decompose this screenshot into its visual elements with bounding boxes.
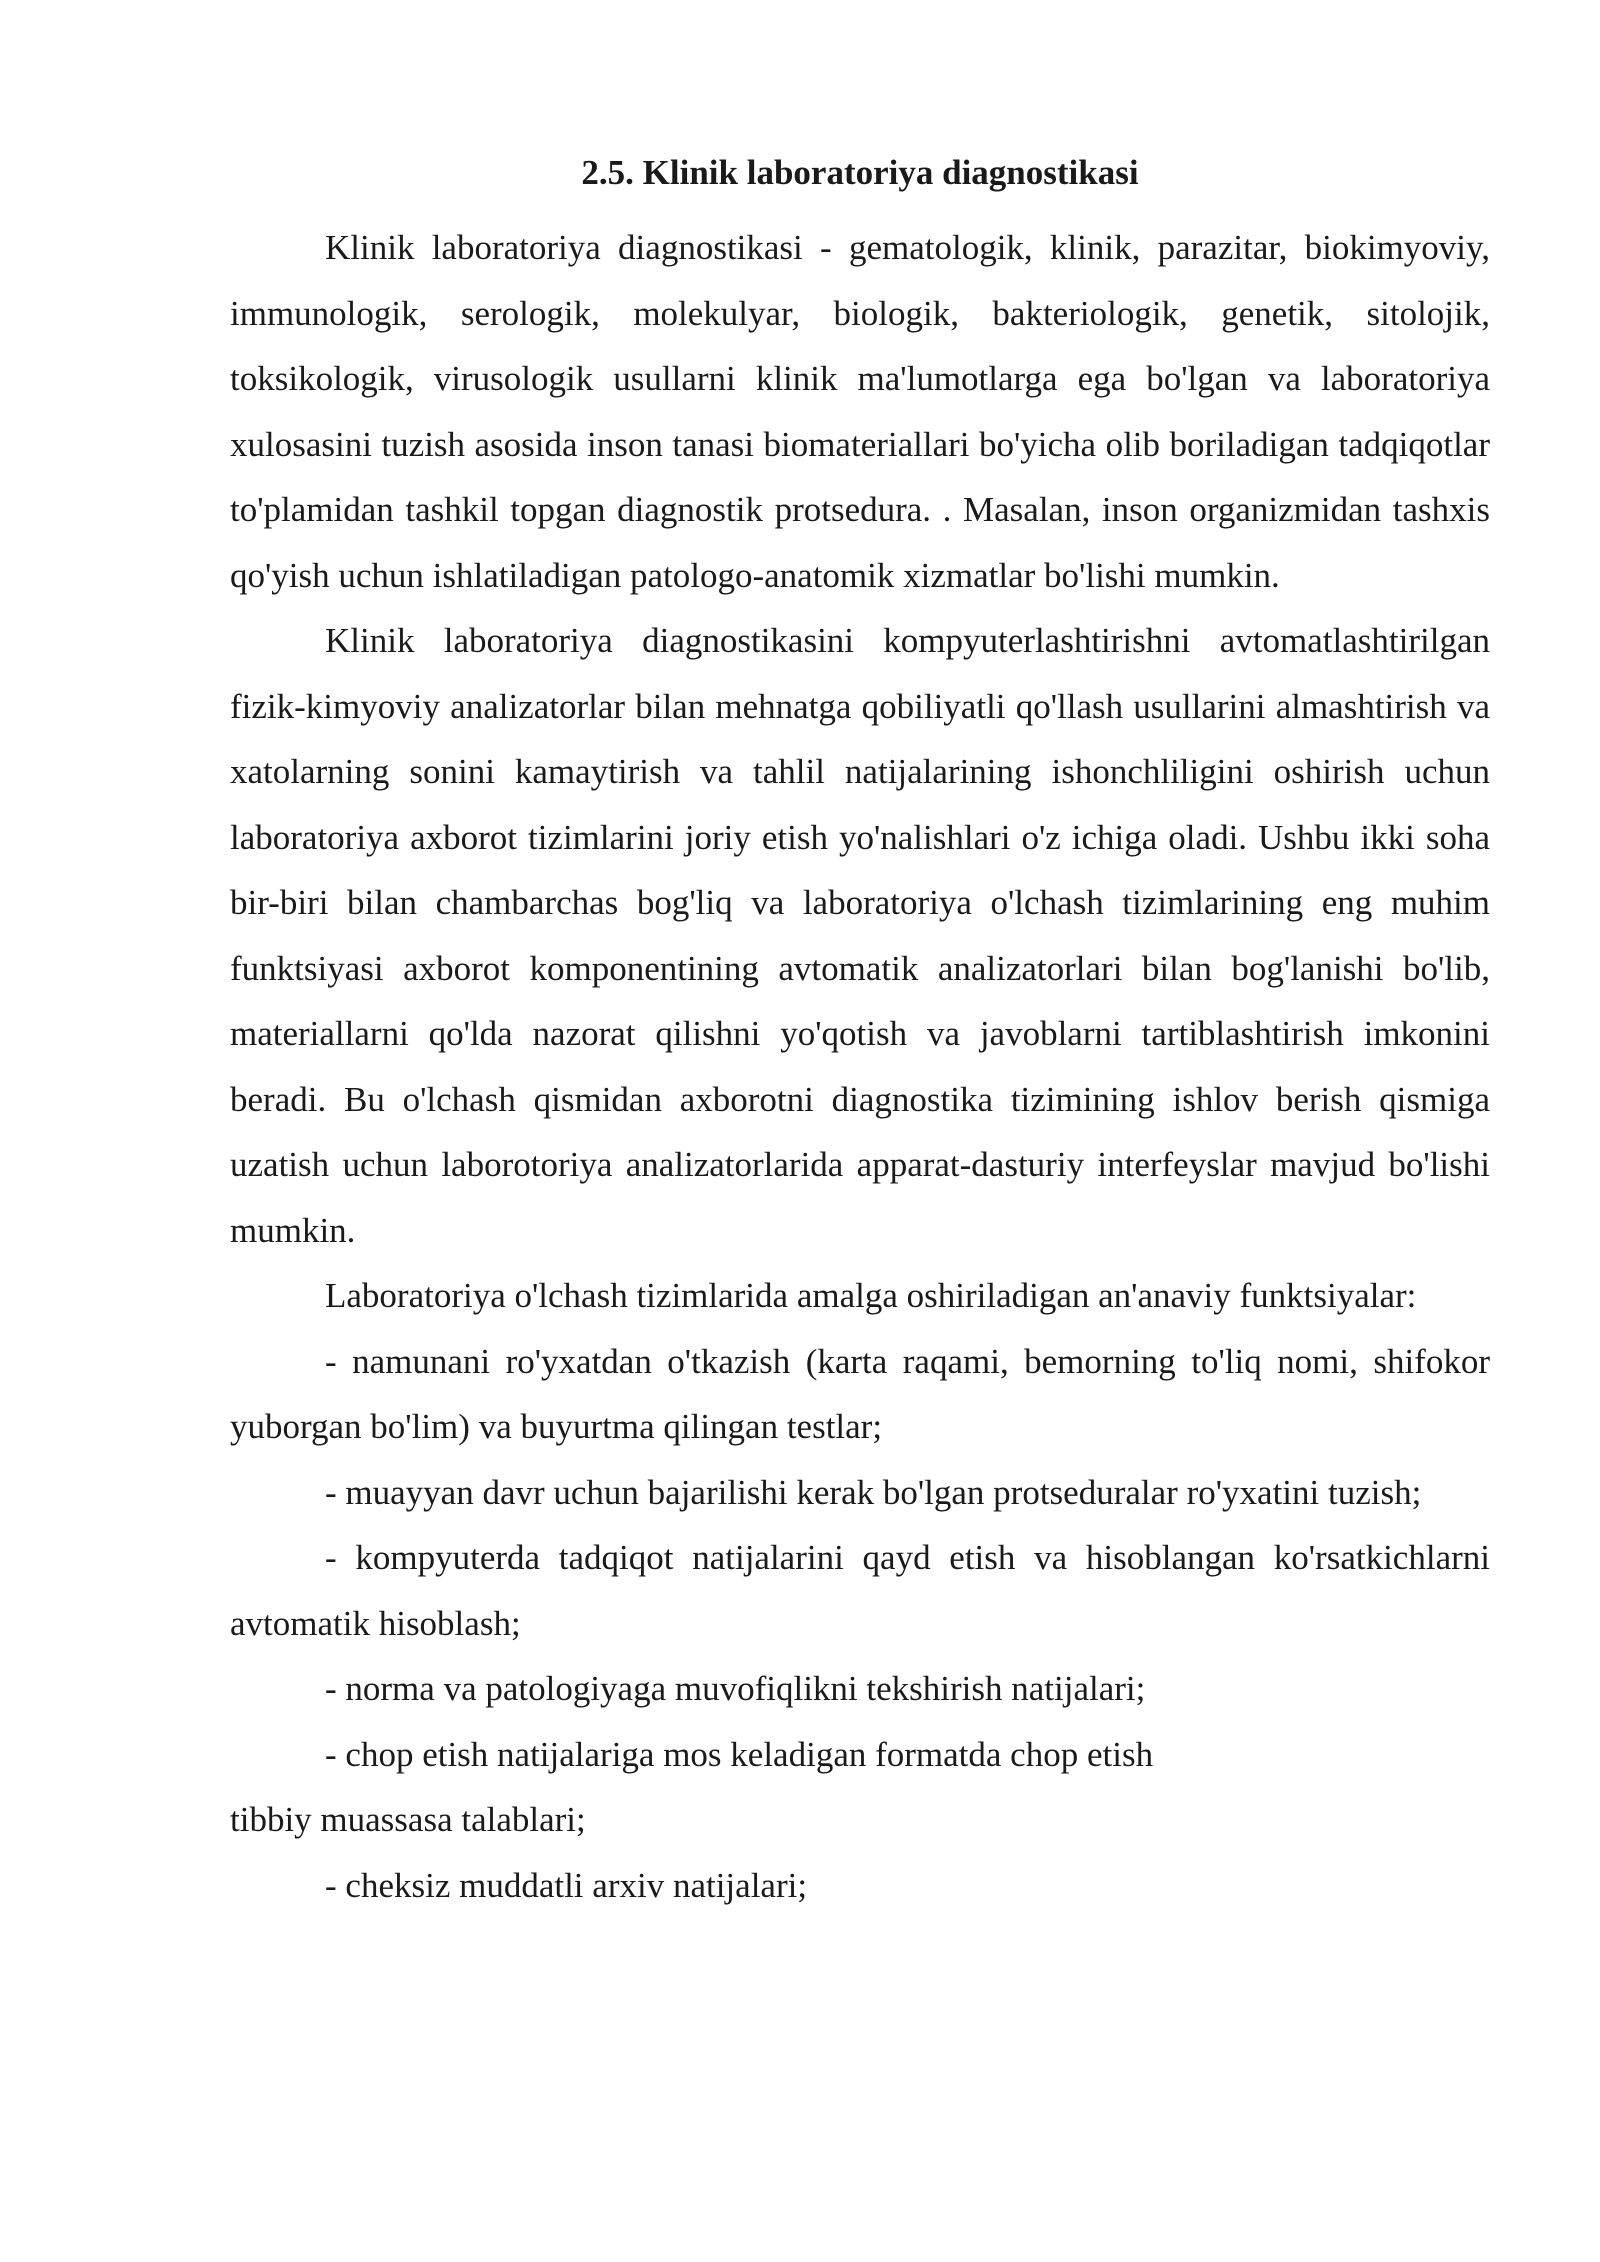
list-item: - chop etish natijalariga mos keladigan formatda chop etish xyxy=(325,1734,1154,1774)
list-item: - kompyuterda tadqiqot natijalarini qayd etish va hisoblangan ko'rsatkichlarni avtomatik hisoblash; xyxy=(230,1538,1490,1643)
document-page xyxy=(230,150,1490,1918)
list-item: - muayyan davr uchun bajarilishi kerak bo'lgan protseduralar ro'yxatini tuzish; xyxy=(325,1472,1422,1512)
paragraph-computerization: Klinik laboratoriya diagnostikasini kompyuterlashtirishni avtomatlashtirilgan fizik-kimyoviy analizatorlar bilan mehnatga qobiliyatli qo'llash usullarini almashtirish va xatolarning sonini kamaytirish va tahlil natijalarining ishonchliligini oshirish uchun laboratoriya axborot tizimlarini joriy etish yo'nalishlari o'z ichiga oladi. Ushbu ikki soha bir-biri bilan chambarchas bog'liq va laboratoriya o'lchash tizimlarining eng muhim funktsiyasi axborot komponentining avtomatik analizatorlari bilan bog'lanishi bo'lib, materiallarni qo'lda nazorat qilishni yo'qotish va javoblarni tartiblashtirish imkonini beradi. Bu o'lchash qismidan axborotni diagnostika tizimining ishlov berish qismiga uzatish uchun laborotoriya analizatorlarida apparat-dasturiy interfeyslar mavjud bo'lishi mumkin. xyxy=(230,621,1490,1250)
list-item-continuation: tibbiy muassasa talablari; xyxy=(230,1800,586,1839)
list-item: - namunani ro'yxatdan o'tkazish (karta raqami, bemorning to'liq nomi, shifokor yuborgan bo'lim) va buyurtma qilingan testlar; xyxy=(230,1341,1490,1446)
paragraph-intro: Klinik laboratoriya diagnostikasi - gematologik, klinik, parazitar, biokimyoviy, immunologik, serologik, molekulyar, biologik, bakteriologik, genetik, sitolojik, toksikologik, virusologik usullarni klinik ma'lumotlarga ega bo'lgan va laboratoriya xulosasini tuzish asosida inson tanasi biomateriallari bo'yicha olib boriladigan tadqiqotlar to'plamidan tashkil topgan diagnostik protsedura. . Masalan, inson organizmidan tashxis qo'yish uchun ishlatiladigan patologo-anatomik xizmatlar bo'lishi mumkin. xyxy=(230,228,1490,595)
list-item: - norma va patologiyaga muvofiqlikni tekshirish natijalari; xyxy=(325,1669,1146,1708)
section-title: 2.5. Klinik laboratoriya diagnostikasi xyxy=(581,153,1139,192)
paragraph-functions-intro: Laboratoriya o'lchash tizimlarida amalga oshiriladigan an'anaviy funktsiyalar: xyxy=(325,1276,1417,1315)
list-item: - cheksiz muddatli arxiv natijalari; xyxy=(325,1865,808,1905)
